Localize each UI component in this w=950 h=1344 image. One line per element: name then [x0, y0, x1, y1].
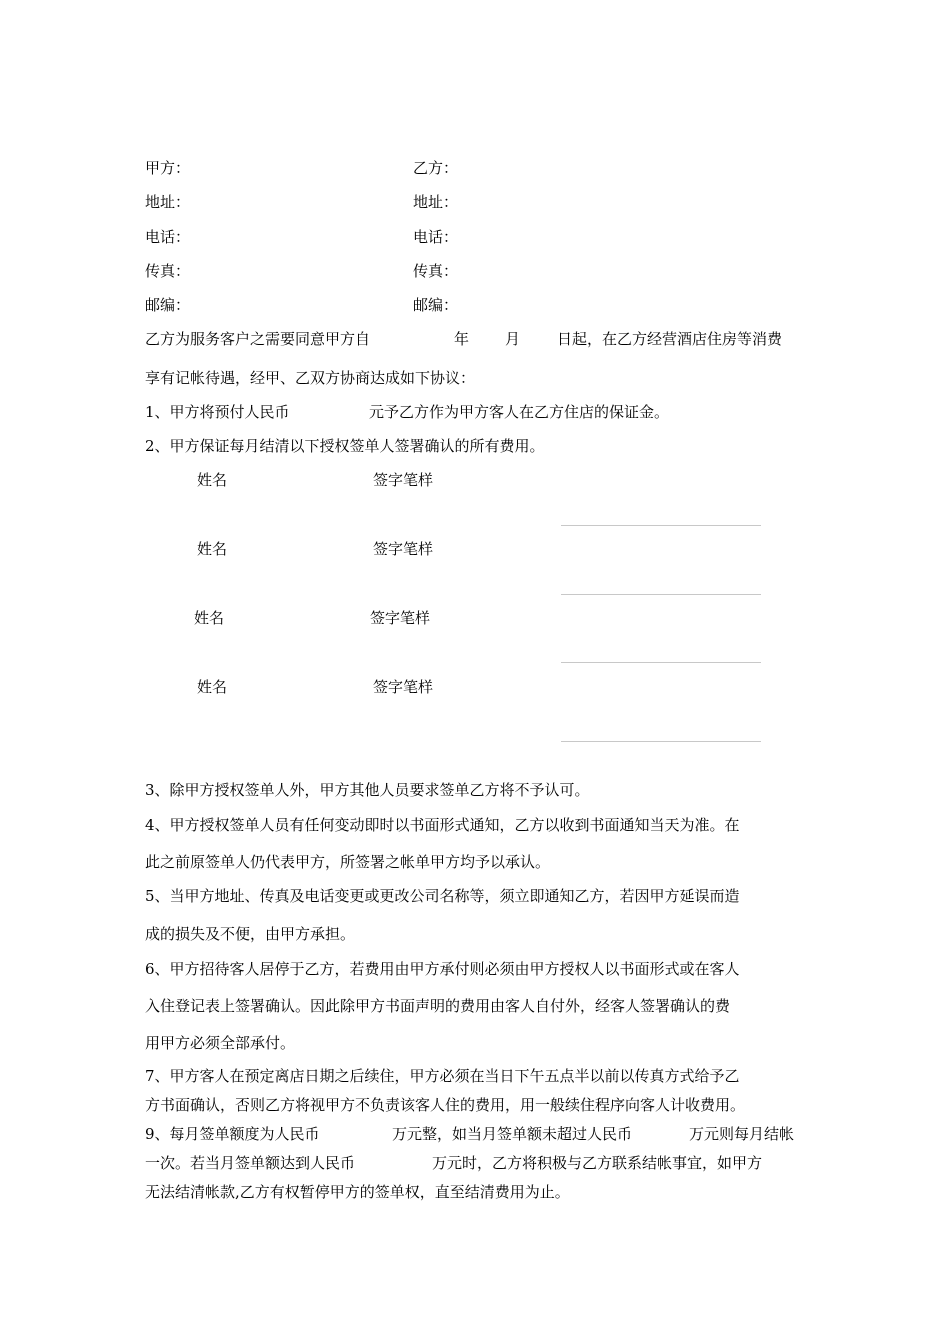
clause6-line2: 入住登记表上签署确认。因此除甲方书面声明的费用由客人自付外，经客人签署确认的费 [145, 997, 731, 1015]
signer-1-signature-line [561, 525, 761, 526]
signer-4-signature-line [561, 741, 761, 742]
clause7-line1: 7、甲方客人在预定离店日期之后续住，甲方必须在当日下午五点半以前以传真方式给予乙 [145, 1067, 740, 1085]
clause9-line2-b: 万元时，乙方将积极与乙方联系结帐事宜，如甲方 [432, 1154, 763, 1172]
clause4-line2: 此之前原签单人仍代表甲方，所签署之帐单甲方均予以承认。 [145, 853, 551, 871]
signer-4-name-label: 姓名 [197, 678, 228, 696]
clause5-line1: 5、当甲方地址、传真及电话变更或更改公司名称等，须立即通知乙方，若因甲方延误而造 [145, 887, 740, 905]
signer-1-name-label: 姓名 [197, 471, 228, 489]
clause9-line1-c: 万元则每月结帐 [689, 1125, 795, 1143]
signer-4-sample-label: 签字笔样 [373, 678, 434, 696]
intro-line1-a: 乙方为服务客户之需要同意甲方自 [145, 330, 371, 348]
intro-line2: 享有记帐待遇，经甲、乙双方协商达成如下协议： [145, 369, 476, 387]
party-a-address-label: 地址： [145, 193, 191, 211]
clause1-b: 元予乙方作为甲方客人在乙方住店的保证金。 [369, 403, 670, 421]
signer-2-name-label: 姓名 [197, 540, 228, 558]
party-a-label: 甲方： [145, 159, 191, 177]
clause4-line1: 4、甲方授权签单人员有任何变动即时以书面形式通知，乙方以收到书面通知当天为准。在 [145, 816, 740, 834]
signer-1-sample-label: 签字笔样 [373, 471, 434, 489]
clause9-line1-a: 9、每月签单额度为人民币 [145, 1125, 320, 1143]
party-b-address-label: 地址： [413, 193, 459, 211]
intro-month: 月 [505, 330, 521, 348]
clause7-line2: 方书面确认，否则乙方将视甲方不负责该客人住的费用，用一般续住程序向客人计收费用。 [145, 1096, 746, 1114]
signer-2-sample-label: 签字笔样 [373, 540, 434, 558]
party-b-fax-label: 传真： [413, 262, 459, 280]
signer-3-sample-label: 签字笔样 [370, 609, 431, 627]
intro-year: 年 [454, 330, 470, 348]
clause1-a: 1、甲方将预付人民币 [145, 403, 290, 421]
clause3: 3、除甲方授权签单人外，甲方其他人员要求签单乙方将不予认可。 [145, 781, 590, 799]
signer-3-name-label: 姓名 [194, 609, 225, 627]
party-b-label: 乙方： [413, 159, 459, 177]
party-a-fax-label: 传真： [145, 262, 191, 280]
signer-3-signature-line [561, 662, 761, 663]
party-b-phone-label: 电话： [413, 228, 459, 246]
clause9-line3: 无法结清帐款,乙方有权暂停甲方的签单权，直至结清费用为止。 [145, 1183, 570, 1201]
party-a-postcode-label: 邮编： [145, 296, 191, 314]
clause5-line2: 成的损失及不便，由甲方承担。 [145, 925, 356, 943]
clause2: 2、甲方保证每月结清以下授权签单人签署确认的所有费用。 [145, 437, 545, 455]
party-a-phone-label: 电话： [145, 228, 191, 246]
party-b-postcode-label: 邮编： [413, 296, 459, 314]
clause6-line3: 用甲方必须全部承付。 [145, 1034, 296, 1052]
clause9-line2-a: 一次。若当月签单额达到人民币 [145, 1154, 356, 1172]
signer-2-signature-line [561, 594, 761, 595]
clause6-line1: 6、甲方招待客人居停于乙方，若费用由甲方承付则必须由甲方授权人以书面形式或在客人 [145, 960, 740, 978]
clause9-line1-b: 万元整，如当月签单额未超过人民币 [392, 1125, 633, 1143]
intro-line1-b: 日起，在乙方经营酒店住房等消费 [557, 330, 783, 348]
